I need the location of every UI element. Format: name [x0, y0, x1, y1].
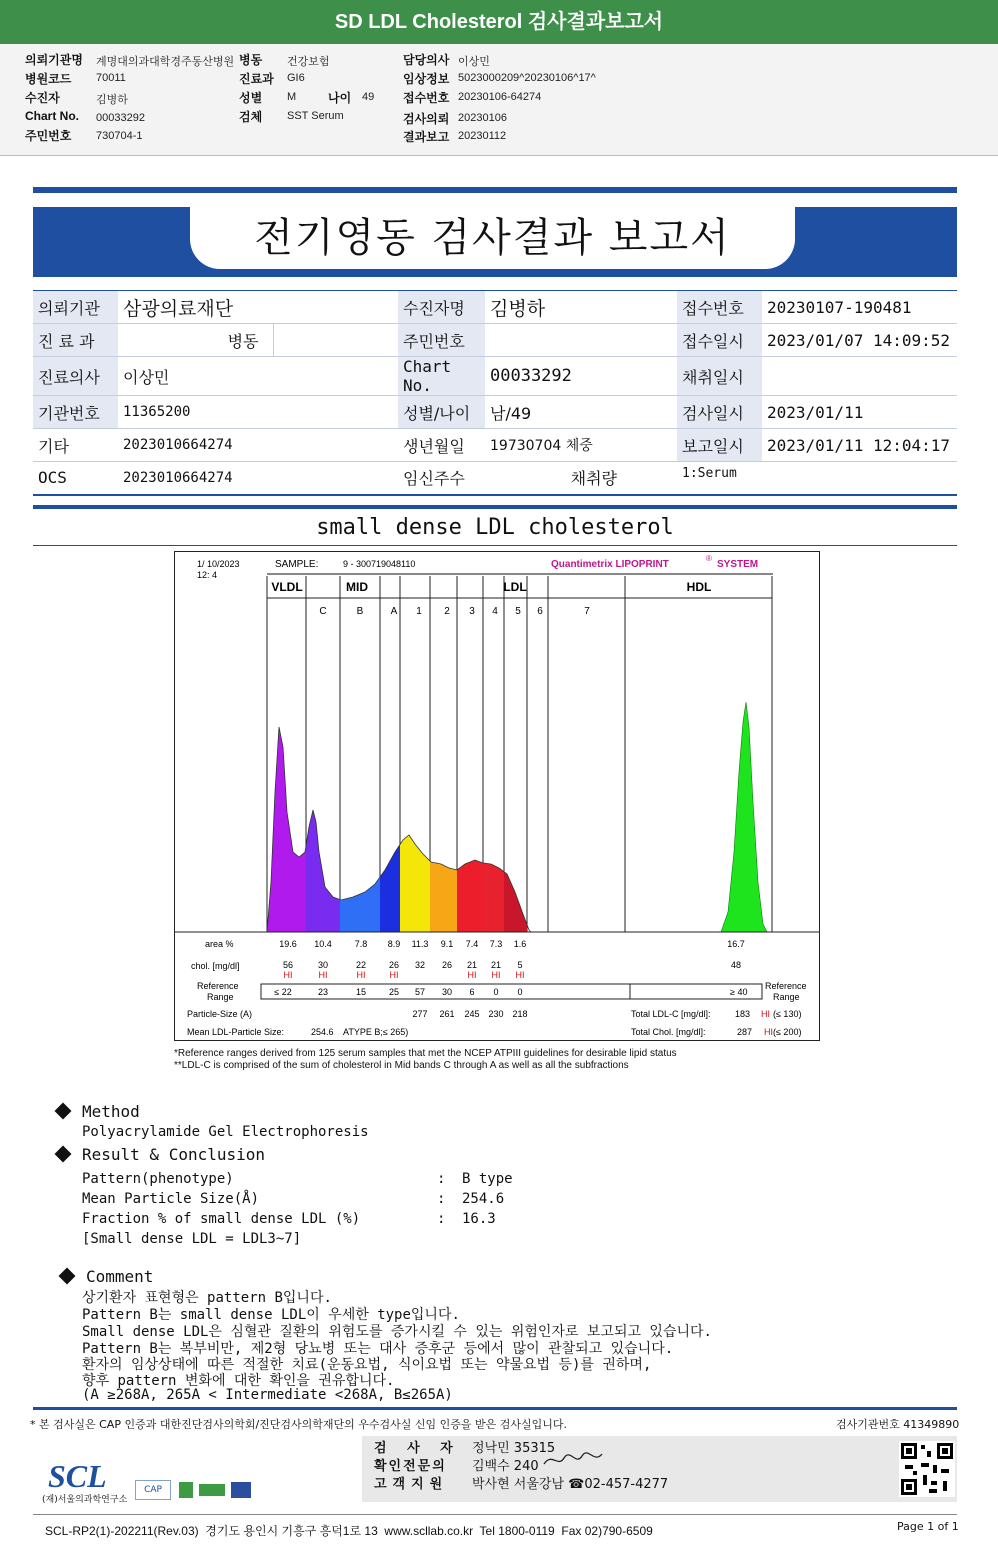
- label: 병원코드: [25, 72, 72, 86]
- ocs: 2023010664274: [118, 462, 398, 495]
- curve-band-segment: [400, 835, 430, 932]
- lipoprint-chart: [174, 551, 820, 1041]
- test-date: 2023/01/11: [762, 396, 957, 429]
- footnote-2: **LDL-C is comprised of the sum of cholesterol in Mid bands C through A as well as all the subfractions: [174, 1060, 629, 1071]
- band-label: 7: [584, 606, 590, 617]
- colon: :: [437, 1191, 446, 1207]
- chol-value: 32: [414, 960, 426, 970]
- chol-value: 21: [490, 960, 502, 970]
- ldl-c-label: Total LDL-C [mg/dl]:: [631, 1009, 711, 1019]
- divider: [33, 505, 957, 509]
- band-label: 2: [444, 606, 450, 617]
- value: 계명대의과대학경주동산병원: [96, 56, 235, 68]
- label: 검사의뢰: [403, 112, 450, 126]
- area-value: 7.4: [465, 939, 479, 949]
- report-header-title: SD LDL Cholesterol 검사결과보고서: [0, 0, 998, 44]
- label: 확인전문의: [374, 1459, 447, 1474]
- area-value: 9.1: [440, 939, 454, 949]
- org-no: 11365200: [118, 396, 398, 429]
- collect-date: [762, 357, 957, 396]
- result-key: Mean Particle Size(Å): [82, 1191, 260, 1207]
- mean-type: ATYPE B;≤ 265): [343, 1027, 409, 1037]
- hi-flag: HI: [491, 970, 501, 980]
- label: 접수번호: [403, 91, 450, 105]
- cert-note: * 본 검사실은 CAP 인증과 대한진단검사의학회/진단검사의학재단의 우수검사실 신임 인증을 받은 검사실입니다.: [30, 1418, 568, 1431]
- bullet-icon: [55, 1103, 72, 1120]
- divider: [33, 187, 957, 193]
- comment-line: 향후 pattern 변화에 대한 확인을 권유합니다.: [82, 1373, 395, 1389]
- kola-icon: [199, 1484, 225, 1496]
- group-label: MID: [346, 580, 368, 594]
- ref-value: 30: [441, 987, 453, 997]
- label: 진료의사: [33, 357, 118, 396]
- label: 병동: [239, 53, 263, 67]
- comment-line: Small dense LDL은 심혈관 질환의 위험도를 증가시킬 수 있는 위험인자로 보고되고 있습니다.: [82, 1324, 712, 1340]
- etc: 2023010664274: [118, 429, 398, 462]
- kslm-icon: [231, 1482, 251, 1498]
- specialist: 김백수 240: [472, 1459, 539, 1474]
- patient-info-table: [33, 290, 957, 496]
- value: SST Serum: [287, 110, 344, 122]
- label: 의뢰기관: [33, 291, 118, 324]
- label: 채취일시: [677, 357, 762, 396]
- signature-icon: [542, 1450, 604, 1470]
- ref-value: 0: [493, 987, 499, 997]
- band-label: 4: [492, 606, 498, 617]
- label: Chart No.: [398, 357, 485, 396]
- label: 검체: [239, 110, 263, 124]
- institution: 삼광의료재단: [118, 291, 398, 324]
- value: 730704-1: [96, 130, 143, 142]
- band-label: 6: [537, 606, 543, 617]
- chol-value: 21: [466, 960, 478, 970]
- label: 수진자명: [398, 291, 485, 324]
- divider: [33, 545, 957, 546]
- label: 기관번호: [33, 396, 118, 429]
- area-value: 19.6: [279, 939, 297, 949]
- value: 김병하: [96, 94, 128, 106]
- value: 20230112: [458, 130, 507, 142]
- label: 진료과: [239, 72, 274, 86]
- value: 건강보험: [287, 56, 330, 68]
- receipt-no: 20230107-190481: [762, 291, 957, 324]
- label: 임신주수: [398, 462, 485, 495]
- report-date: 2023/01/11 12:04:17: [762, 429, 957, 462]
- particle-size: 245: [464, 1009, 480, 1019]
- result-value: 16.3: [462, 1211, 496, 1227]
- particle-size: 230: [488, 1009, 504, 1019]
- label: 생년월일: [398, 429, 485, 462]
- ref-value: 15: [355, 987, 367, 997]
- band-label: 3: [469, 606, 475, 617]
- particle-size: 218: [512, 1009, 528, 1019]
- value: 20230106-64274: [458, 91, 542, 103]
- mean-size: 254.6: [311, 1027, 334, 1037]
- patient-name: 김병하: [485, 291, 677, 324]
- chart-no: 00033292: [485, 357, 677, 396]
- specimen: 1:Serum: [677, 462, 957, 495]
- row-label: Mean LDL-Particle Size:: [187, 1027, 285, 1037]
- curve-band-segment: [306, 810, 340, 932]
- report-title: 전기영동 검사결과 보고서: [190, 207, 795, 269]
- area-value: 7.8: [354, 939, 368, 949]
- value: 49: [362, 91, 375, 103]
- header-info-box: [0, 44, 998, 156]
- org-number: 검사기관번호 41349890: [836, 1418, 960, 1431]
- group-label: HDL: [686, 580, 712, 594]
- label: 병동: [118, 324, 273, 357]
- particle-size: 261: [439, 1009, 455, 1019]
- method-text: Polyacrylamide Gel Electrophoresis: [82, 1124, 369, 1140]
- area-value: 1.6: [513, 939, 527, 949]
- row-label: area %: [205, 939, 234, 949]
- area-value: 11.3: [411, 939, 429, 949]
- colon: :: [437, 1171, 446, 1187]
- chol-value: 5: [517, 960, 523, 970]
- result-value: B type: [462, 1171, 513, 1187]
- result-key: Fraction % of small dense LDL (%): [82, 1211, 361, 1227]
- value: 70011: [96, 72, 126, 84]
- label: 수진자: [25, 91, 60, 105]
- tchol-flag: HI: [764, 1027, 773, 1037]
- value: 20230106: [458, 112, 507, 124]
- row-label: Reference: [197, 981, 239, 991]
- receipt-date: 2023/01/07 14:09:52: [762, 324, 957, 357]
- comment-line: (A ≥268A, 265A < Intermediate <268A, B≤265A): [82, 1387, 453, 1403]
- method-title: Method: [82, 1102, 140, 1121]
- curve-band-segment: [430, 861, 457, 932]
- tchol-value: 287: [737, 1027, 753, 1037]
- result-value: 254.6: [462, 1191, 505, 1207]
- label: 접수번호: [677, 291, 762, 324]
- label: 체중: [565, 438, 593, 454]
- tchol-label: Total Chol. [mg/dl]:: [631, 1027, 706, 1037]
- footnote-1: *Reference ranges derived from 125 serum samples that met the NCEP ATPIII guidelines for desirable lipid status: [174, 1048, 677, 1059]
- comment-title: Comment: [86, 1267, 154, 1286]
- band-label: A: [390, 606, 398, 617]
- value: M: [287, 91, 297, 103]
- ssn: [485, 324, 677, 357]
- row-label: Particle-Size (A): [187, 1009, 253, 1019]
- comment-line: Pattern B는 small dense LDL이 우세한 type입니다.: [82, 1307, 460, 1323]
- ref-value: 23: [317, 987, 329, 997]
- area-value: 7.3: [489, 939, 503, 949]
- group-label: LDL: [503, 580, 527, 594]
- lm-icon: [179, 1482, 193, 1498]
- label: Chart No.: [25, 109, 79, 123]
- comment-line: Pattern B는 복부비만, 제2형 당뇨병 또는 대사 증후군 등에서 많이 관찰되고 있습니다.: [82, 1341, 674, 1357]
- label: 성별/나이: [398, 396, 485, 429]
- scl-logo: SCL: [48, 1458, 107, 1494]
- label: 기타: [33, 429, 118, 462]
- label: 채취량: [485, 462, 677, 495]
- row-label: Range: [207, 992, 234, 1002]
- page-number: Page 1 of 1: [897, 1520, 959, 1533]
- sd-ldl-title: small dense LDL cholesterol: [316, 515, 674, 540]
- curve-band-segment: [504, 872, 527, 932]
- electrophoresis-plot: [175, 552, 819, 1040]
- result-title: Result & Conclusion: [82, 1145, 266, 1164]
- tchol-ref: (≤ 200): [773, 1027, 802, 1037]
- row-label: chol. [mg/dl]: [191, 961, 240, 971]
- area-value: 16.7: [727, 939, 745, 949]
- ldl-c-value: 183: [735, 1009, 751, 1019]
- ref-value: ≤ 22: [274, 987, 292, 997]
- certification-logos: [135, 1480, 255, 1502]
- brand-tail: SYSTEM: [717, 559, 759, 570]
- ref-value: 25: [388, 987, 400, 997]
- chart-date: 1/ 10/2023: [197, 559, 240, 569]
- ref-value: 57: [414, 987, 426, 997]
- row-label: Range: [773, 992, 800, 1002]
- colon: :: [437, 1211, 446, 1227]
- value: 00033292: [96, 112, 145, 124]
- hi-flag: HI: [389, 970, 399, 980]
- curve-band-segment: [457, 860, 483, 932]
- label: 검사일시: [677, 396, 762, 429]
- label: 진 료 과: [33, 324, 118, 357]
- label: OCS: [33, 462, 118, 495]
- result-key: Pattern(phenotype): [82, 1171, 234, 1187]
- chol-value: 26: [388, 960, 400, 970]
- birth: 19730704: [490, 438, 562, 454]
- qr-code-icon: [899, 1441, 955, 1497]
- area-value: 10.4: [314, 939, 332, 949]
- comment-line: 환자의 임상상태에 따른 적절한 치료(운동요법, 식이요법 또는 약물요법 등)를 권하며,: [82, 1357, 652, 1373]
- ref-value: 6: [469, 987, 475, 997]
- label: 담당의사: [403, 53, 450, 67]
- label: 보고일시: [677, 429, 762, 462]
- area-value: 8.9: [387, 939, 401, 949]
- hi-flag: HI: [318, 970, 328, 980]
- sample-label: SAMPLE:: [275, 559, 319, 570]
- bullet-icon: [55, 1146, 72, 1163]
- label: 접수일시: [677, 324, 762, 357]
- hi-flag: HI: [467, 970, 477, 980]
- label: 결과보고: [403, 130, 450, 144]
- brand-mark: ®: [706, 554, 712, 563]
- value: GI6: [287, 72, 305, 84]
- label: 고객지원: [374, 1477, 449, 1492]
- logo-subtitle: (재)서울의과학연구소: [42, 1495, 128, 1505]
- chart-time: 12: 4: [197, 570, 218, 580]
- hdl-peak: [721, 702, 767, 932]
- group-label: VLDL: [271, 580, 303, 594]
- band-label: C: [319, 606, 327, 617]
- chol-value: 48: [730, 960, 742, 970]
- hi-flag: HI: [515, 970, 525, 980]
- label: 임상정보: [403, 72, 450, 86]
- comment-line: 상기환자 표현형은 pattern B입니다.: [82, 1290, 332, 1306]
- label: 검 사 자: [374, 1441, 461, 1456]
- hi-flag: HI: [283, 970, 293, 980]
- curve-band-segment: [267, 727, 306, 932]
- label: 나이: [328, 91, 352, 105]
- label: 주민번호: [25, 129, 72, 143]
- band-label: 5: [515, 606, 521, 617]
- band-label: B: [356, 606, 364, 617]
- cap-icon: CAP: [135, 1480, 171, 1500]
- ref-value: 0: [517, 987, 523, 997]
- tester: 정낙민 35315: [472, 1441, 556, 1456]
- hdl-ref-value: ≥ 40: [730, 987, 748, 997]
- address: SCL-RP2(1)-202211(Rev.03) 경기도 용인시 기흥구 흥덕1로 13 www.scllab.co.kr Tel 1800-0119 Fax 02)790-6509: [45, 1524, 653, 1538]
- sample-id: 9 - 300719048110: [343, 559, 416, 569]
- support: 박사현 서울강남 ☎02-457-4277: [472, 1477, 669, 1492]
- label: 성별: [239, 91, 263, 105]
- curve-band-segment: [483, 863, 504, 932]
- row-label: Reference: [765, 981, 807, 991]
- bullet-icon: [59, 1268, 76, 1285]
- value: 5023000209^20230106^17^: [458, 72, 596, 84]
- chol-value: 56: [282, 960, 294, 970]
- chol-value: 30: [317, 960, 329, 970]
- chol-value: 26: [441, 960, 453, 970]
- particle-size: 277: [412, 1009, 428, 1019]
- curve-band-segment: [380, 845, 400, 933]
- label: 의뢰기관명: [25, 53, 83, 67]
- doctor: 이상민: [118, 357, 398, 396]
- value: 이상민: [458, 56, 490, 68]
- result-note: [Small dense LDL = LDL3~7]: [82, 1231, 302, 1247]
- chol-value: 22: [355, 960, 367, 970]
- divider: [33, 1514, 957, 1515]
- ldl-c-ref: (≤ 130): [773, 1009, 802, 1019]
- sex-age: 남/49: [485, 396, 677, 429]
- band-label: 1: [416, 606, 422, 617]
- signature-box: [362, 1436, 957, 1502]
- hi-flag: HI: [356, 970, 366, 980]
- ldl-c-flag: HI: [761, 1009, 770, 1019]
- divider: [33, 1407, 957, 1410]
- label: 주민번호: [398, 324, 485, 357]
- brand: Quantimetrix LIPOPRINT: [551, 559, 669, 570]
